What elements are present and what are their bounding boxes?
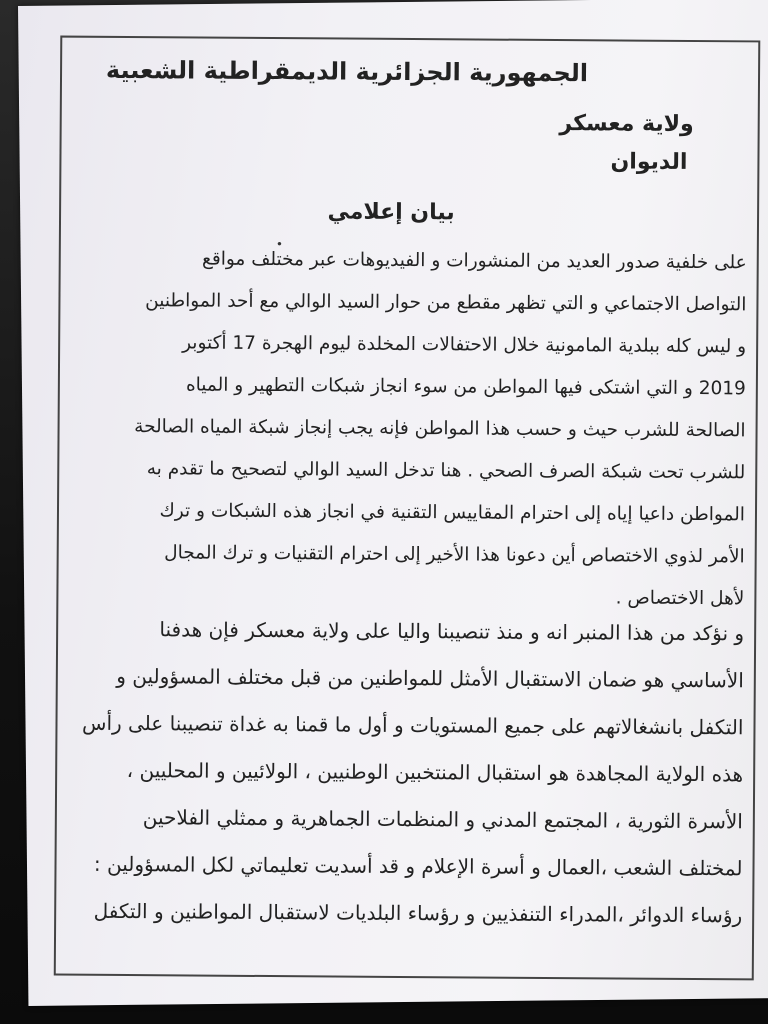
paragraph-line: للشرب تحت شبكة الصرف الصحي . هنا تدخل السيد الوالي لتصحيح ما تقدم به: [146, 458, 746, 484]
paragraph-line: هذه الولاية المجاهدة هو استقبال المنتخبين الوطنيين ، الولائيين و المحليين ،: [126, 758, 744, 787]
paragraph-line: 2019 و التي اشتكى فيها المواطن من سوء انجاز شبكات التطهير و المياه: [185, 374, 746, 400]
paragraph-line: الأسرة الثورية ، المجتمع المدني و المنظمات الجماهرية و ممثلي الفلاحين: [142, 805, 743, 834]
document-title: بيان إعلامي: [327, 199, 455, 226]
paper-sheet: [18, 0, 768, 1006]
document-content: [56, 38, 759, 979]
paragraph-line: الصالحة للشرب حيث و حسب هذا المواطن فإنه يجب إنجاز شبكة المياه الصالحة: [134, 416, 746, 442]
paragraph-1: [64, 238, 747, 621]
header-republic: الجمهورية الجزائرية الديمقراطية الشعبية: [105, 55, 589, 88]
paragraph-line: لمختلف الشعب ،العمال و أسرة الإعلام و قد أسديت تعليماتي لكل المسؤولين :: [93, 851, 743, 881]
paragraph-2: [62, 606, 744, 940]
paragraph-line: و ليس كله ببلدية المامونية خلال الاحتفالات المخلدة ليوم الهجرة 17 أكتوبر: [182, 332, 747, 358]
paragraph-line: لأهل الاختصاص .: [615, 587, 745, 610]
paragraph-line: على خلفية صدور العديد من المنشورات و الفيديوهات عبر مختلف مواقع: [201, 248, 747, 274]
header-diwan: الديوان: [610, 149, 688, 175]
header-wilaya: ولاية معسكر: [559, 111, 694, 137]
paragraph-line: التواصل الاجتماعي و التي تظهر مقطع من حوار السيد الوالي مع أحد المواطنين: [145, 290, 747, 316]
paragraph-line: الأساسي هو ضمان الاستقبال الأمثل للمواطنين من قبل مختلف المسؤولين و: [116, 663, 744, 693]
paragraph-line: المواطن داعيا إياه إلى احترام المقاييس التقنية في انجاز هذه الشبكات و ترك: [159, 500, 746, 526]
paragraph-line: رؤساء الدوائر ،المدراء التنفذيين و رؤساء البلديات لاستقبال المواطنين و التكفل: [93, 898, 743, 928]
paragraph-line: و نؤكد من هذا المنبر انه و منذ تنصيبنا واليا على ولاية معسكر فإن هدفنا: [159, 617, 745, 646]
paragraph-line: التكفل بانشغالاتهم على جميع المستويات و أول ما قمنا به غداة تنصيبنا على رأس: [81, 710, 744, 740]
paragraph-line: الأمر لذوي الاختصاص أين دعونا هذا الأخير إلى احترام التقنيات و ترك المجال: [164, 542, 745, 568]
dot-mark: •: [275, 237, 283, 252]
document-frame: [54, 36, 761, 981]
